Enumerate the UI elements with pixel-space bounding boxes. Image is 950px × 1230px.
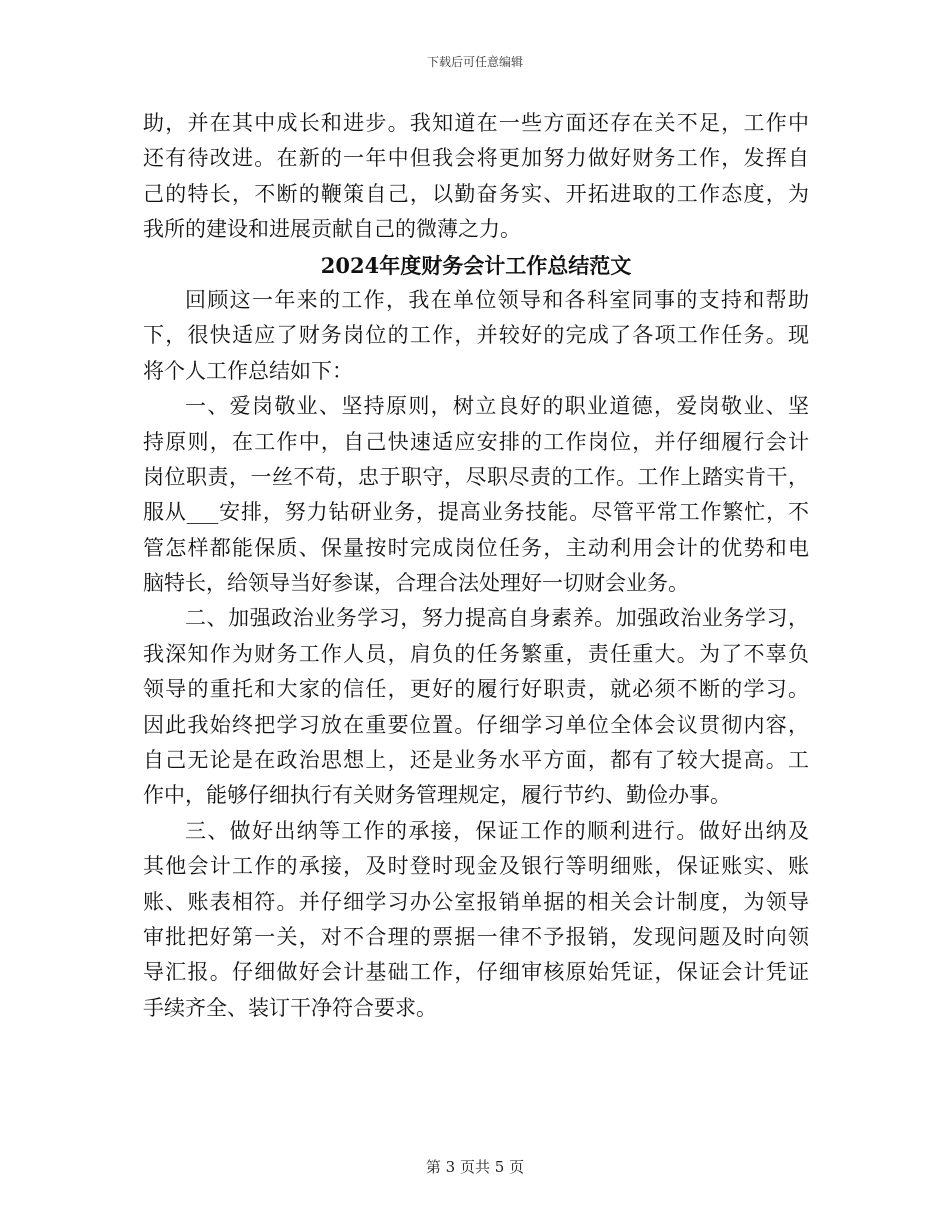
text-line: 三、做好出纳等工作的承接，保证工作的顺利进行。做好出纳及	[185, 818, 809, 843]
text-line: 管怎样都能保质、保量按时完成岗位任务，主动利用会计的优势和电	[143, 535, 809, 560]
text-line: 我所的建设和进展贡献自己的微薄之力。	[143, 217, 521, 242]
paragraph-section-3	[143, 814, 809, 1026]
text-line: 二、加强政治业务学习，努力提高自身素养。加强政治业务学习，	[185, 606, 809, 631]
text-line: 脑特长，给领导当好参谋，合理合法处理好一切财会业务。	[143, 571, 689, 596]
text-line: 作中，能够仔细执行有关财务管理规定，履行节约、勤俭办事。	[143, 783, 731, 808]
document-title: 2024年度财务会计工作总结范文	[320, 252, 632, 278]
text-line: 导汇报。仔细做好会计基础工作，仔细审核原始凭证，保证会计凭证	[143, 960, 809, 985]
text-line: 己的特长，不断的鞭策自己，以勤奋务实、开拓进取的工作态度，为	[143, 181, 809, 206]
document-body	[143, 106, 809, 1026]
page-header-note: 下载后可任意编辑	[426, 55, 523, 69]
text-line: 助，并在其中成长和进步。我知道在一些方面还存在关不足，工作中	[143, 111, 809, 135]
page-number: 第 3 页共 5 页	[425, 1158, 525, 1176]
text-line: 将个人工作总结如下：	[143, 358, 353, 383]
text-line: 持原则，在工作中，自己快速适应安排的工作岗位，并仔细履行会计	[143, 429, 809, 454]
paragraph-section-1	[143, 389, 809, 601]
text-line: 岗位职责，一丝不苟，忠于职守，尽职尽责的工作。工作上踏实肯干，	[143, 464, 809, 489]
paragraph-intro	[143, 283, 809, 389]
text-line: 服从___安排，努力钻研业务，提高业务技能。尽管平常工作繁忙，不	[143, 500, 809, 525]
text-line: 领导的重托和大家的信任，更好的履行好职责，就必须不断的学习。	[143, 677, 809, 702]
text-line: 回顾这一年来的工作，我在单位领导和各科室同事的支持和帮助	[185, 287, 809, 312]
text-line: 因此我始终把学习放在重要位置。仔细学习单位全体会议贯彻内容，	[143, 712, 809, 737]
text-line: 还有待改进。在新的一年中但我会将更加努力做好财务工作，发挥自	[143, 146, 809, 171]
text-line: 下，很快适应了财务岗位的工作，并较好的完成了各项工作任务。现	[143, 323, 809, 348]
text-line: 一、爱岗敬业、坚持原则，树立良好的职业道德，爱岗敬业、坚	[185, 394, 809, 419]
text-line: 手续齐全、装订干净符合要求。	[143, 995, 437, 1020]
continuation-paragraph	[143, 106, 809, 248]
text-line: 审批把好第一关，对不合理的票据一律不予报销，发现问题及时向领	[143, 924, 809, 949]
text-line: 我深知作为财务工作人员，肩负的任务繁重，责任重大。为了不辜负	[143, 641, 809, 666]
text-line: 其他会计工作的承接，及时登时现金及银行等明细账，保证账实、账	[143, 854, 809, 879]
paragraph-section-2	[143, 601, 809, 813]
text-line: 自己无论是在政治思想上，还是业务水平方面，都有了较大提高。工	[143, 748, 809, 773]
text-line: 账、账表相符。并仔细学习办公室报销单据的相关会计制度，为领导	[143, 889, 809, 914]
